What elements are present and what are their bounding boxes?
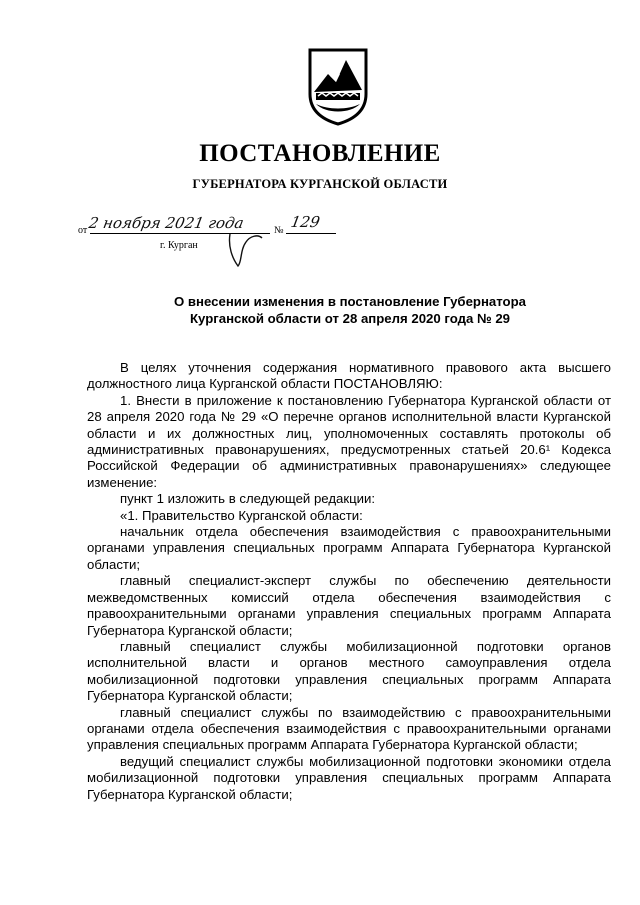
coat-of-arms-emblem <box>306 46 370 126</box>
city-label: г. Курган <box>160 240 198 251</box>
subject-line-2: Курганской области от 28 апреля 2020 года № 29 <box>189 311 510 326</box>
document-subtitle: ГУБЕРНАТОРА КУРГАНСКОЙ ОБЛАСТИ <box>192 177 448 191</box>
paragraph: начальник отдела обеспечения взаимодействия с правоохранительными органами управления специальных программ Аппарата Губернатора Курганской области; <box>87 524 611 572</box>
paragraph: главный специалист-эксперт службы по обеспечению деятельности межведомственных комиссий отдела обеспечения взаимодействия с правоохранительными органами управления специальных программ Аппарата Губернатора Курганской области; <box>87 573 611 638</box>
subject-line-1: О внесении изменения в постановление Губернатора <box>174 294 526 309</box>
paragraph: главный специалист службы по взаимодействию с правоохранительными органами отдела обеспечения взаимодействия с правоохранительными органами управления специальных программ Аппарата Губернатора Курганской области; <box>87 704 611 753</box>
handwritten-number: 129 <box>289 213 322 231</box>
document-title: ПОСТАНОВЛЕНИЕ <box>199 140 441 167</box>
paragraph: ведущий специалист службы мобилизационной подготовки экономики отдела мобилизационной подготовки управления специальных программ Аппарата Губернатора Курганской области; <box>87 753 611 802</box>
paragraph: В целях уточнения содержания нормативного правового акта высшего должностного лица Курганской области ПОСТАНОВЛЯЮ: <box>87 360 611 392</box>
paragraph: 1. Внести в приложение к постановлению Губернатора Курганской области от 28 апреля 2020 года № 29 «О перечне органов исполнительной власти Курганской области и их должностных лиц, уполномоченных составлять протоколы об административных правонарушениях, предусмотренных статьей 20.6¹ Кодекса Российской Федерации об административных правонарушениях» следующее изменение: <box>87 392 611 490</box>
number-prefix: № <box>274 225 284 236</box>
document-subject <box>150 293 550 327</box>
date-prefix: от <box>78 225 88 236</box>
number-underline <box>286 233 336 234</box>
paragraph: пункт 1 изложить в следующей редакции: <box>120 491 376 507</box>
signature-squiggle <box>226 232 266 268</box>
handwritten-date: 2 ноября 2021 года <box>87 214 246 232</box>
paragraph: главный специалист службы мобилизационной подготовки органов исполнительной власти и органов местного самоуправления отдела мобилизационной подготовки управления специальных программ Аппарата Губернатора Курганской области; <box>87 638 611 704</box>
document-body <box>87 360 611 803</box>
paragraph: «1. Правительство Курганской области: <box>120 507 363 523</box>
